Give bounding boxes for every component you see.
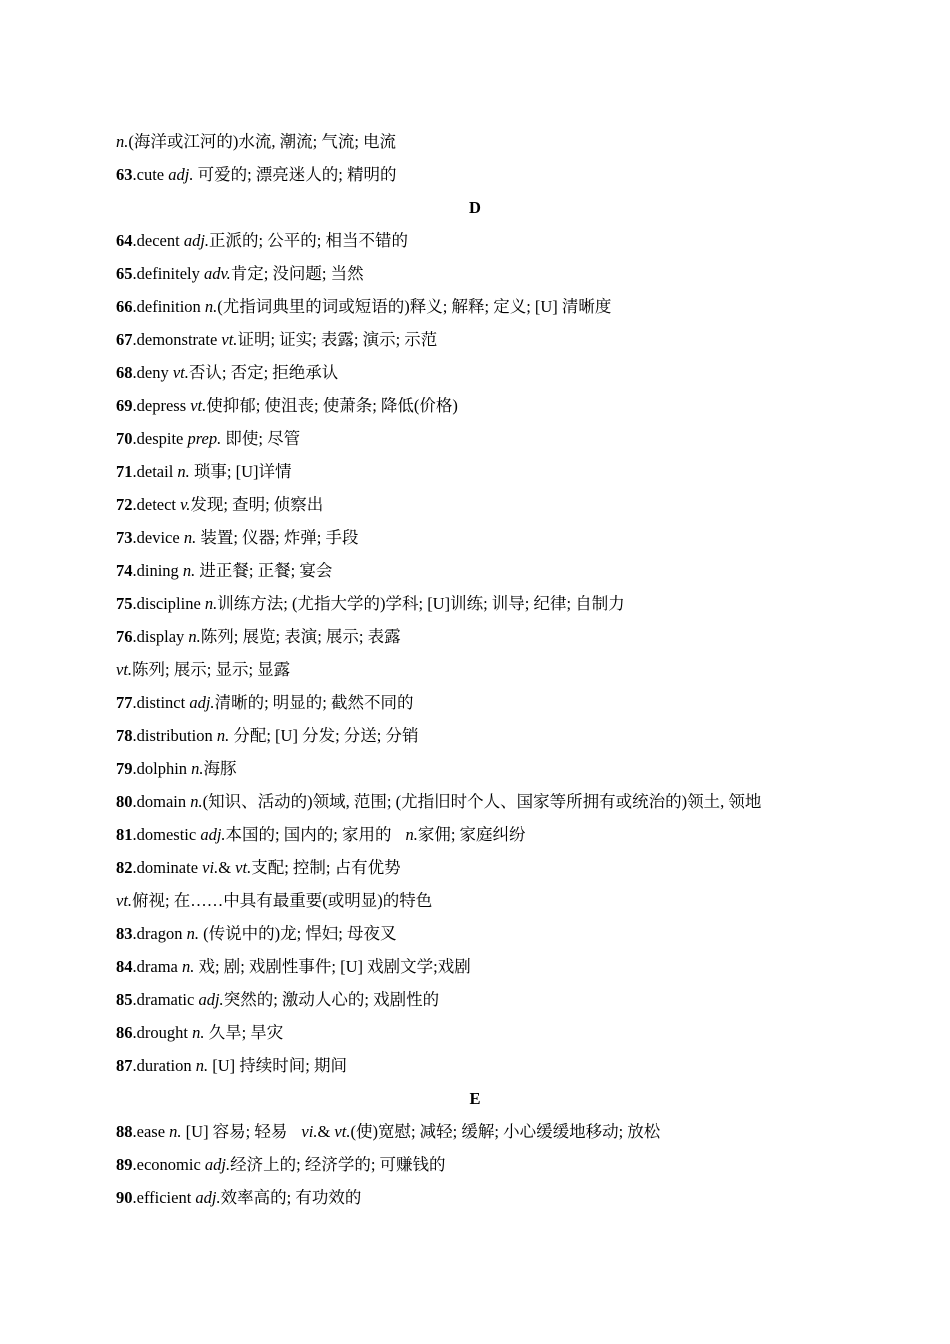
entry-number: 65	[116, 264, 133, 283]
entry-number: 72	[116, 495, 133, 514]
entry-word: dramatic	[136, 990, 195, 1009]
definition-text: 海豚	[203, 759, 237, 778]
vocab-entry: 68.deny vt.否认; 否定; 拒绝承认	[116, 363, 339, 382]
definition-text: 效率高的; 有功效的	[220, 1188, 362, 1207]
entry-word: dolphin	[136, 759, 188, 778]
definition-text: 清晰的; 明显的; 截然不同的	[214, 693, 414, 712]
vocab-entry: 88.ease n. [U] 容易; 轻易 vi.& vt.(使)宽慰; 减轻; 缓解; 小心缓缓地移动; 放松	[116, 1122, 661, 1141]
entry-number: 75	[116, 594, 133, 613]
vocab-entry: 69.depress vt.使抑郁; 使沮丧; 使萧条; 降低(价格)	[116, 396, 458, 415]
part-of-speech: vt.	[334, 1122, 351, 1141]
entry-number: 78	[116, 726, 133, 745]
definition-text: 本国的; 国内的; 家用的	[225, 825, 392, 844]
vocab-entry: 77.distinct adj.清晰的; 明显的; 截然不同的	[116, 693, 414, 712]
vocab-entry: 90.efficient adj.效率高的; 有功效的	[116, 1188, 362, 1207]
vocab-entry: 87.duration n. [U] 持续时间; 期间	[116, 1056, 347, 1075]
entry-number: 74	[116, 561, 133, 580]
entry-word: distinct	[136, 693, 186, 712]
entry-number: 90	[116, 1188, 133, 1207]
entry-word: discipline	[136, 594, 201, 613]
part-of-speech: n.	[405, 825, 418, 844]
entry-number: 82	[116, 858, 133, 877]
part-of-speech: n.	[186, 924, 199, 943]
entry-word: economic	[136, 1155, 201, 1174]
part-of-speech: vt.	[235, 858, 252, 877]
vocab-entry: 64.decent adj.正派的; 公平的; 相当不错的	[116, 231, 408, 250]
entry-word: dining	[136, 561, 179, 580]
vocab-entry: 85.dramatic adj.突然的; 激动人心的; 戏剧性的	[116, 990, 440, 1009]
entry-word: detect	[136, 495, 177, 514]
part-of-speech: n.	[216, 726, 230, 745]
definition-text: 否认; 否定; 拒绝承认	[188, 363, 339, 382]
vocab-entry: 75.discipline n.训练方法; (尤指大学的)学科; [U]训练; 训导; 纪律; 自制力	[116, 594, 625, 613]
part-of-speech: vt.	[116, 891, 133, 910]
part-of-speech: prep.	[187, 429, 222, 448]
entry-number: 63	[116, 165, 133, 184]
vocab-entry: 84.drama n. 戏; 剧; 戏剧性事件; [U] 戏剧文学;戏剧	[116, 957, 471, 976]
entry-word: distribution	[136, 726, 213, 745]
vocab-entry: 71.detail n. 琐事; [U]详情	[116, 462, 292, 481]
vocab-continuation	[116, 653, 834, 686]
definition-text: &	[218, 858, 236, 877]
definition-text: 琐事; [U]详情	[189, 462, 292, 481]
entry-number: 71	[116, 462, 133, 481]
part-of-speech: n.	[183, 528, 197, 547]
definition-text: 训练方法; (尤指大学的)学科; [U]训练; 训导; 纪律; 自制力	[217, 594, 625, 613]
definition-text: 证明; 证实; 表露; 演示; 示范	[237, 330, 438, 349]
part-of-speech: adj.	[204, 1155, 231, 1174]
part-of-speech: n.	[116, 132, 129, 151]
entry-word: definitely	[136, 264, 200, 283]
entry-word: domestic	[136, 825, 197, 844]
entry-number: 68	[116, 363, 133, 382]
entry-number: 83	[116, 924, 133, 943]
part-of-speech: n.	[204, 297, 218, 316]
definition-text: (海洋或江河的)水流, 潮流; 气流; 电流	[128, 132, 397, 151]
entry-number: 67	[116, 330, 133, 349]
part-of-speech: n.	[190, 792, 203, 811]
vocab-entry: 65.definitely adv.肯定; 没问题; 当然	[116, 264, 364, 283]
entry-number: 87	[116, 1056, 133, 1075]
entry-number: 86	[116, 1023, 133, 1042]
vocab-entry: 66.definition n.(尤指词典里的词或短语的)释义; 解释; 定义; [U] 清晰度	[116, 297, 612, 316]
vocab-continuation	[116, 884, 834, 917]
part-of-speech: n.	[188, 627, 201, 646]
vocab-continuation	[116, 125, 834, 158]
definition-text: 陈列; 展览; 表演; 展示; 表露	[200, 627, 401, 646]
entry-word: domain	[136, 792, 187, 811]
definition-text: (尤指词典里的词或短语的)释义; 解释; 定义; [U] 清晰度	[217, 297, 612, 316]
definition-text: 可爱的; 漂亮迷人的; 精明的	[193, 165, 397, 184]
part-of-speech: vi.	[202, 858, 219, 877]
vocab-entry: 74.dining n. 进正餐; 正餐; 宴会	[116, 561, 333, 580]
definition-text: 突然的; 激动人心的; 戏剧性的	[223, 990, 440, 1009]
part-of-speech: adj.	[183, 231, 210, 250]
definition-text: 俯视; 在……中具有最重要(或明显)的特色	[132, 891, 433, 910]
part-of-speech: adj.	[189, 693, 215, 712]
vocab-entry: 72.detect v.发现; 查明; 侦察出	[116, 495, 324, 514]
vocab-entry: 82.dominate vi.& vt.支配; 控制; 占有优势	[116, 858, 401, 877]
part-of-speech: vi.	[301, 1122, 318, 1141]
entry-number: 89	[116, 1155, 133, 1174]
entry-word: decent	[136, 231, 180, 250]
definition-text: 肯定; 没问题; 当然	[230, 264, 364, 283]
entry-number: 73	[116, 528, 133, 547]
part-of-speech: v.	[180, 495, 191, 514]
definition-text: 使抑郁; 使沮丧; 使萧条; 降低(价格)	[206, 396, 458, 415]
vocab-entry: 63.cute adj. 可爱的; 漂亮迷人的; 精明的	[116, 165, 397, 184]
entry-word: device	[136, 528, 180, 547]
entry-word: deny	[136, 363, 169, 382]
vocab-entry: 86.drought n. 久旱; 旱灾	[116, 1023, 284, 1042]
definition-text: (使)宽慰; 减轻; 缓解; 小心缓缓地移动; 放松	[350, 1122, 661, 1141]
part-of-speech: n.	[181, 957, 195, 976]
vocab-entry: 70.despite prep. 即使; 尽管	[116, 429, 301, 448]
definition-text: 进正餐; 正餐; 宴会	[195, 561, 333, 580]
definition-text: 经济上的; 经济学的; 可赚钱的	[230, 1155, 446, 1174]
part-of-speech: vt.	[116, 660, 133, 679]
entry-word: display	[136, 627, 185, 646]
vocab-entry: 83.dragon n. (传说中的)龙; 悍妇; 母夜叉	[116, 924, 397, 943]
section-heading: D	[469, 198, 481, 217]
entry-number: 85	[116, 990, 133, 1009]
definition-text: 发现; 查明; 侦察出	[190, 495, 324, 514]
entry-word: drought	[136, 1023, 188, 1042]
part-of-speech: n.	[195, 1056, 209, 1075]
entry-word: depress	[136, 396, 187, 415]
definition-text: 分配; [U] 分发; 分送; 分销	[229, 726, 419, 745]
entry-number: 81	[116, 825, 133, 844]
definition-text: (传说中的)龙; 悍妇; 母夜叉	[198, 924, 397, 943]
definition-text: 陈列; 展示; 显示; 显露	[132, 660, 291, 679]
entry-number: 76	[116, 627, 133, 646]
entry-word: definition	[136, 297, 201, 316]
vocab-entry: 89.economic adj.经济上的; 经济学的; 可赚钱的	[116, 1155, 446, 1174]
part-of-speech: n.	[182, 561, 196, 580]
entry-word: demonstrate	[136, 330, 218, 349]
entry-word: drama	[136, 957, 178, 976]
entry-number: 64	[116, 231, 133, 250]
definition-text: 装置; 仪器; 炸弹; 手段	[196, 528, 359, 547]
entry-number: 66	[116, 297, 133, 316]
part-of-speech: n.	[177, 462, 190, 481]
vocab-entry: 67.demonstrate vt.证明; 证实; 表露; 演示; 示范	[116, 330, 438, 349]
vocab-entry: 79.dolphin n.海豚	[116, 759, 237, 778]
definition-text: [U] 容易; 轻易	[181, 1122, 288, 1141]
entry-word: duration	[136, 1056, 192, 1075]
part-of-speech: n.	[192, 1023, 205, 1042]
entry-word: dragon	[136, 924, 183, 943]
entry-word: dominate	[136, 858, 199, 877]
part-of-speech: vt.	[190, 396, 207, 415]
entry-word: despite	[136, 429, 184, 448]
entry-number: 88	[116, 1122, 133, 1141]
definition-text: 久旱; 旱灾	[204, 1023, 284, 1042]
definition-text: (知识、活动的)领域, 范围; (尤指旧时个人、国家等所拥有或统治的)领土, 领地	[202, 792, 762, 811]
part-of-speech: adj.	[200, 825, 226, 844]
definition-text: 正派的; 公平的; 相当不错的	[209, 231, 408, 250]
vocabulary-list	[116, 125, 834, 1214]
vocab-entry: 80.domain n.(知识、活动的)领域, 范围; (尤指旧时个人、国家等所拥有或统治的)领土, 领地	[116, 792, 762, 811]
entry-word: cute	[136, 165, 165, 184]
vocab-entry: 76.display n.陈列; 展览; 表演; 展示; 表露	[116, 627, 401, 646]
part-of-speech: n.	[191, 759, 204, 778]
vocab-entry: 73.device n. 装置; 仪器; 炸弹; 手段	[116, 528, 359, 547]
entry-number: 77	[116, 693, 133, 712]
part-of-speech: adj.	[198, 990, 224, 1009]
part-of-speech: adj.	[168, 165, 194, 184]
definition-text: 家佣; 家庭纠纷	[417, 825, 526, 844]
part-of-speech: vt.	[172, 363, 189, 382]
entry-word: detail	[136, 462, 174, 481]
entry-number: 70	[116, 429, 133, 448]
definition-text: 戏; 剧; 戏剧性事件; [U] 戏剧文学;戏剧	[194, 957, 471, 976]
definition-text: 即使; 尽管	[221, 429, 301, 448]
entry-number: 69	[116, 396, 133, 415]
entry-word: efficient	[136, 1188, 192, 1207]
entry-number: 79	[116, 759, 133, 778]
vocab-entry: 78.distribution n. 分配; [U] 分发; 分送; 分销	[116, 726, 419, 745]
section-heading: E	[469, 1089, 481, 1108]
definition-text: 支配; 控制; 占有优势	[251, 858, 401, 877]
definition-text: &	[317, 1122, 335, 1141]
entry-word: ease	[136, 1122, 166, 1141]
entry-number: 80	[116, 792, 133, 811]
part-of-speech: n.	[169, 1122, 182, 1141]
vocab-entry: 81.domestic adj.本国的; 国内的; 家用的 n.家佣; 家庭纠纷	[116, 825, 526, 844]
entry-number: 84	[116, 957, 133, 976]
part-of-speech: vt.	[221, 330, 238, 349]
part-of-speech: adj.	[195, 1188, 221, 1207]
part-of-speech: adv.	[203, 264, 231, 283]
part-of-speech: n.	[204, 594, 218, 613]
definition-text: [U] 持续时间; 期间	[208, 1056, 347, 1075]
